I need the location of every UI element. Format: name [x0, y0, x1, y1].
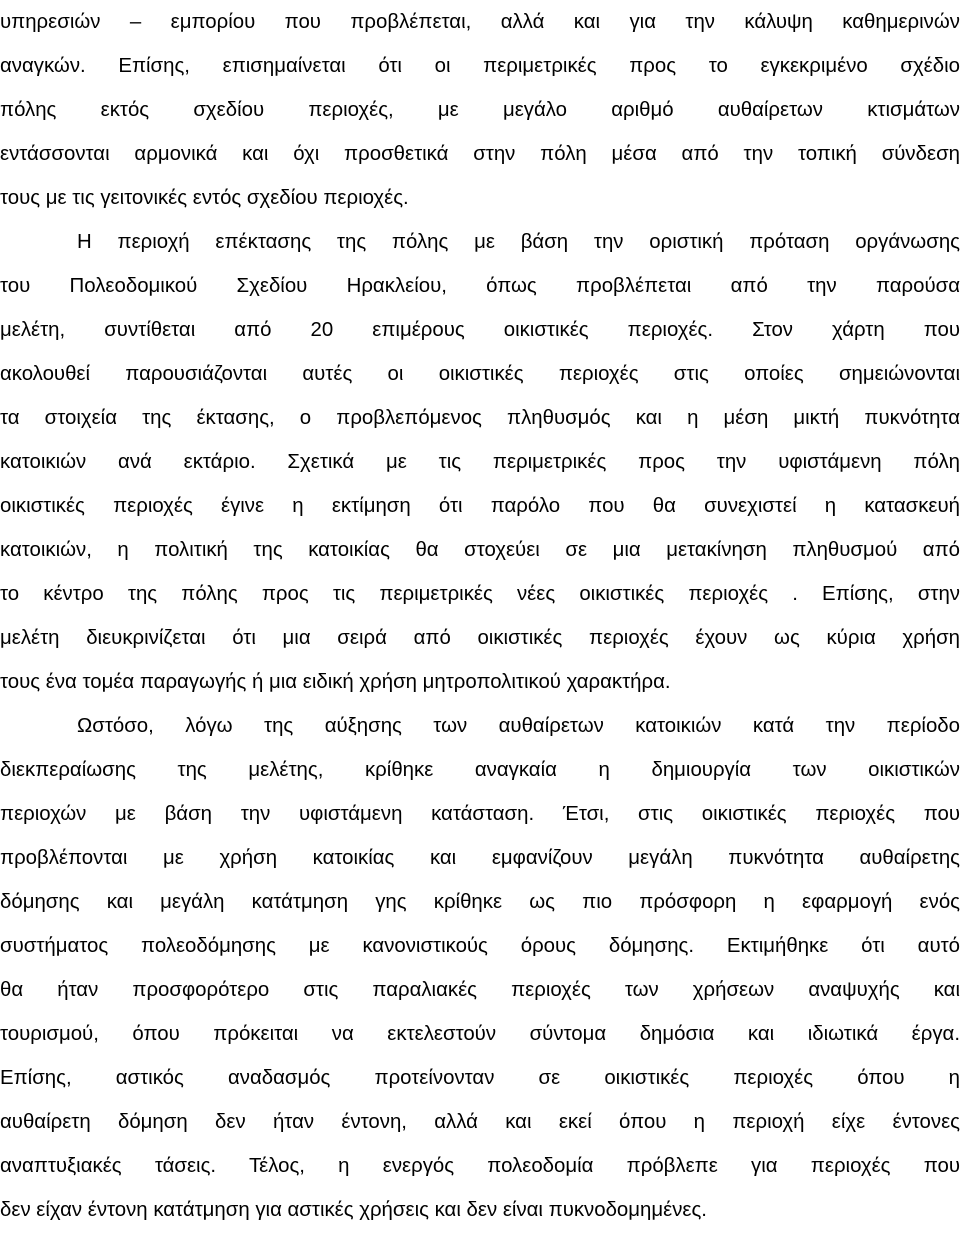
text-line: συστήματος πολεοδόμησης με κανονιστικούς όρους δόμησης. Εκτιμήθηκε ότι αυτό [0, 935, 960, 957]
text-line: κατοικιών, η πολιτική της κατοικίας θα στοχεύει σε μια μετακίνηση πληθυσμού από [0, 539, 960, 561]
text-line: υπηρεσιών – εμπορίου που προβλέπεται, αλλά και για την κάλυψη καθημερινών [0, 11, 960, 33]
text-line: τους με τις γειτονικές εντός σχεδίου περιοχές. [0, 187, 409, 209]
text-line: μελέτη, συντίθεται από 20 επιμέρους οικιστικές περιοχές. Στον χάρτη που [0, 319, 960, 341]
text-line: δεν είχαν έντονη κατάτμηση για αστικές χρήσεις και δεν είναι πυκνοδομημένες. [0, 1199, 707, 1221]
text-line: αυθαίρετη δόμηση δεν ήταν έντονη, αλλά και εκεί όπου η περιοχή είχε έντονες [0, 1111, 960, 1133]
text-line: ακολουθεί παρουσιάζονται αυτές οι οικιστικές περιοχές στις οποίες σημειώνονται [0, 363, 960, 385]
text-line: το κέντρο της πόλης προς τις περιμετρικές νέες οικιστικές περιοχές . Επίσης, στην [0, 583, 960, 605]
text-line: περιοχών με βάση την υφιστάμενη κατάσταση. Έτσι, στις οικιστικές περιοχές που [0, 803, 960, 825]
text-line: κατοικιών ανά εκτάριο. Σχετικά με τις περιμετρικές προς την υφιστάμενη πόλη [0, 451, 960, 473]
text-line: εντάσσονται αρμονικά και όχι προσθετικά στην πόλη μέσα από την τοπική σύνδεση [0, 143, 960, 165]
text-line: αναγκών. Επίσης, επισημαίνεται ότι οι περιμετρικές προς το εγκεκριμένο σχέδιο [0, 55, 960, 77]
text-line: διεκπεραίωσης της μελέτης, κρίθηκε αναγκαία η δημιουργία των οικιστικών [0, 759, 960, 781]
text-line: οικιστικές περιοχές έγινε η εκτίμηση ότι παρόλο που θα συνεχιστεί η κατασκευή [0, 495, 960, 517]
text-line: μελέτη διευκρινίζεται ότι μια σειρά από οικιστικές περιοχές έχουν ως κύρια χρήση [0, 627, 960, 649]
text-line: αναπτυξιακές τάσεις. Τέλος, η ενεργός πολεοδομία πρόβλεπε για περιοχές που [0, 1155, 960, 1177]
text-line: τουρισμού, όπου πρόκειται να εκτελεστούν σύντομα δημόσια και ιδιωτικά έργα. [0, 1023, 960, 1045]
text-line: του Πολεοδομικού Σχεδίου Ηρακλείου, όπως προβλέπεται από την παρούσα [0, 275, 960, 297]
text-line: προβλέπονται με χρήση κατοικίας και εμφανίζουν μεγάλη πυκνότητα αυθαίρετης [0, 847, 960, 869]
paragraph-first-line: Η περιοχή επέκτασης της πόλης με βάση την οριστική πρόταση οργάνωσης [77, 231, 960, 253]
text-line: πόλης εκτός σχεδίου περιοχές, με μεγάλο αριθμό αυθαίρετων κτισμάτων [0, 99, 960, 121]
text-line: τους ένα τομέα παραγωγής ή μια ειδική χρήση μητροπολιτικού χαρακτήρα. [0, 671, 671, 693]
text-line: θα ήταν προσφορότερο στις παραλιακές περιοχές των χρήσεων αναψυχής και [0, 979, 960, 1001]
text-line: Επίσης, αστικός αναδασμός προτείνονταν σε οικιστικές περιοχές όπου η [0, 1067, 960, 1089]
paragraph-first-line: Ωστόσο, λόγω της αύξησης των αυθαίρετων κατοικιών κατά την περίοδο [77, 715, 960, 737]
text-line: δόμησης και μεγάλη κατάτμηση γης κρίθηκε ως πιο πρόσφορη η εφαρμογή ενός [0, 891, 960, 913]
text-line: τα στοιχεία της έκτασης, ο προβλεπόμενος πληθυσμός και η μέση μικτή πυκνότητα [0, 407, 960, 429]
